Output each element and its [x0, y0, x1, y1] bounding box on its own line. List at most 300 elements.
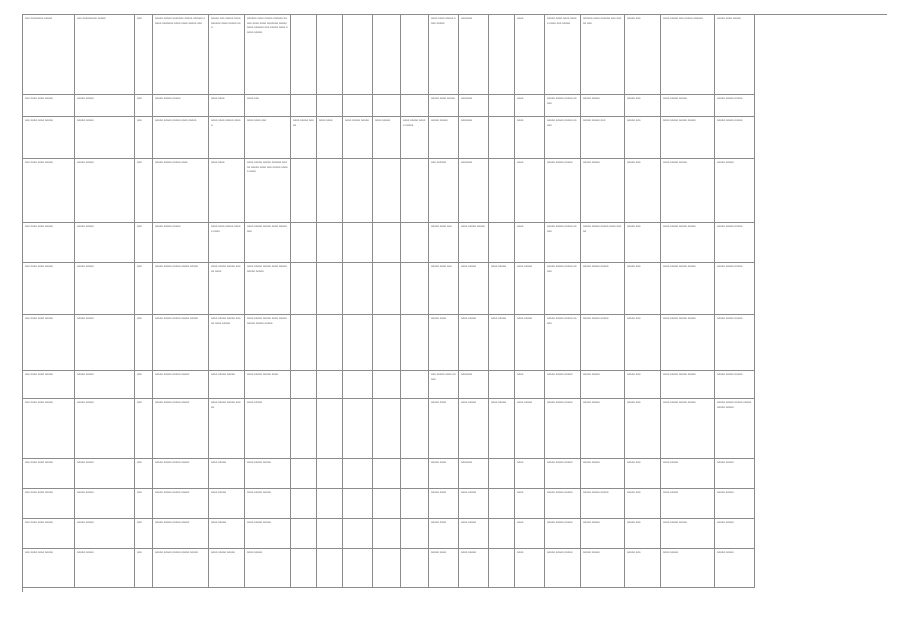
table-cell[interactable] — [23, 519, 75, 549]
table-cell[interactable] — [429, 315, 459, 371]
table-cell[interactable] — [373, 159, 401, 223]
table-cell[interactable] — [429, 489, 459, 519]
table-cell[interactable] — [245, 371, 291, 399]
table-cell[interactable] — [661, 371, 715, 399]
table-cell[interactable] — [75, 117, 135, 159]
cell-text: ooooo oooo ooooo — [431, 97, 455, 100]
cell-text: ooo oooo oooo ooooo — [25, 521, 53, 524]
table-cell[interactable] — [715, 223, 755, 263]
table-cell[interactable] — [75, 263, 135, 315]
table-cell[interactable] — [75, 315, 135, 371]
table-cell[interactable] — [401, 371, 429, 399]
table-cell[interactable] — [153, 223, 209, 263]
cell-text: ooooo ooooo — [77, 491, 94, 494]
table-cell[interactable] — [23, 489, 75, 519]
table-cell[interactable] — [75, 159, 135, 223]
cell-text: oooo ooooo ooooo — [461, 225, 485, 228]
table-cell[interactable] — [135, 489, 153, 519]
cell-text: oooo ooooo ooooo oooo ooooo ooooo ooooo — [247, 265, 287, 273]
table-cell[interactable] — [75, 399, 135, 459]
table-cell[interactable] — [515, 263, 545, 315]
table-cell[interactable] — [135, 263, 153, 315]
table-cell[interactable] — [545, 15, 581, 95]
table-cell[interactable] — [209, 15, 245, 95]
table-cell[interactable] — [23, 549, 75, 588]
table-cell[interactable] — [75, 459, 135, 489]
table-cell[interactable] — [581, 315, 625, 371]
table-cell[interactable] — [343, 117, 373, 159]
table-cell[interactable] — [459, 15, 489, 95]
table-cell[interactable] — [581, 223, 625, 263]
table-cell[interactable] — [429, 223, 459, 263]
table-cell[interactable] — [373, 489, 401, 519]
table-cell[interactable] — [661, 315, 715, 371]
table-cell[interactable] — [545, 399, 581, 459]
cell-text: ooo oooo oooo ooooo — [25, 119, 53, 122]
table-cell[interactable] — [135, 371, 153, 399]
table-cell[interactable] — [317, 315, 343, 371]
cell-text: ooooo ooooo — [583, 521, 600, 524]
table-cell[interactable] — [545, 489, 581, 519]
table-cell[interactable] — [625, 117, 661, 159]
table-cell[interactable] — [661, 117, 715, 159]
table-cell[interactable] — [459, 263, 489, 315]
table-cell[interactable] — [429, 15, 459, 95]
table-cell[interactable] — [153, 489, 209, 519]
table-cell[interactable] — [661, 263, 715, 315]
table-cell[interactable] — [291, 459, 317, 489]
table-cell[interactable] — [373, 263, 401, 315]
table-cell[interactable] — [317, 223, 343, 263]
table-cell[interactable] — [715, 459, 755, 489]
table-cell[interactable] — [661, 489, 715, 519]
table-cell[interactable] — [459, 519, 489, 549]
table-cell[interactable] — [343, 549, 373, 588]
table-cell[interactable] — [135, 95, 153, 117]
table-cell[interactable] — [343, 15, 373, 95]
table-cell[interactable] — [317, 15, 343, 95]
table-cell[interactable] — [661, 459, 715, 489]
table-cell[interactable] — [515, 315, 545, 371]
cell-text: oooo — [517, 551, 524, 554]
table-cell[interactable] — [23, 223, 75, 263]
table-cell[interactable] — [581, 549, 625, 588]
table-cell[interactable] — [429, 263, 459, 315]
table-cell[interactable] — [545, 519, 581, 549]
table-cell[interactable] — [545, 315, 581, 371]
table-cell[interactable] — [343, 459, 373, 489]
table-cell[interactable] — [153, 315, 209, 371]
table-cell[interactable] — [581, 459, 625, 489]
table-cell[interactable] — [135, 159, 153, 223]
table-cell[interactable] — [401, 263, 429, 315]
table-cell[interactable] — [153, 117, 209, 159]
table-cell[interactable] — [401, 15, 429, 95]
table-cell[interactable] — [429, 95, 459, 117]
cell-text: ooooo ooooo ooooo — [547, 461, 573, 464]
table-cell[interactable] — [545, 549, 581, 588]
table-cell[interactable] — [459, 549, 489, 588]
table-cell[interactable] — [153, 519, 209, 549]
table-cell[interactable] — [661, 399, 715, 459]
table-cell[interactable] — [245, 519, 291, 549]
table-cell[interactable] — [373, 223, 401, 263]
table-cell[interactable] — [317, 489, 343, 519]
table-cell[interactable] — [343, 223, 373, 263]
table-cell[interactable] — [401, 315, 429, 371]
table-cell[interactable] — [401, 159, 429, 223]
table-cell[interactable] — [515, 117, 545, 159]
table-cell[interactable] — [343, 371, 373, 399]
table-cell[interactable] — [23, 371, 75, 399]
table-cell[interactable] — [291, 371, 317, 399]
table-cell[interactable] — [581, 263, 625, 315]
table-cell[interactable] — [429, 549, 459, 588]
table-cell[interactable] — [581, 159, 625, 223]
table-cell[interactable] — [245, 399, 291, 459]
cell-text: oooo ooooo ooooo ooooo oooo — [211, 265, 241, 273]
table-cell[interactable] — [245, 263, 291, 315]
table-cell[interactable] — [23, 459, 75, 489]
cell-text: ooooo ooooo ooooo — [717, 373, 743, 376]
table-cell[interactable] — [625, 371, 661, 399]
table-cell[interactable] — [661, 159, 715, 223]
table-cell[interactable] — [23, 159, 75, 223]
cell-text: ooooo oooo — [431, 401, 447, 404]
table-cell[interactable] — [515, 399, 545, 459]
table-cell[interactable] — [625, 549, 661, 588]
table-cell[interactable] — [245, 223, 291, 263]
cell-text: oooo ooooo — [247, 551, 263, 554]
table-cell[interactable] — [75, 371, 135, 399]
table-cell[interactable] — [343, 315, 373, 371]
table-cell[interactable] — [489, 519, 515, 549]
table-cell[interactable] — [625, 519, 661, 549]
cell-text: ooo — [137, 225, 142, 228]
table-cell[interactable] — [625, 15, 661, 95]
table-cell[interactable] — [23, 263, 75, 315]
cell-text: ooooo ooooo ooooo — [717, 119, 743, 122]
table-cell[interactable] — [153, 15, 209, 95]
table-cell[interactable] — [209, 371, 245, 399]
cell-text: oooo ooooo — [461, 491, 477, 494]
table-cell[interactable] — [291, 263, 317, 315]
table-cell[interactable] — [75, 223, 135, 263]
table-cell[interactable] — [373, 519, 401, 549]
table-cell[interactable] — [429, 519, 459, 549]
table-cell[interactable] — [245, 159, 291, 223]
table-cell[interactable] — [343, 95, 373, 117]
table-cell[interactable] — [135, 399, 153, 459]
cell-text: ooo oooo oooo ooooo — [25, 491, 53, 494]
table-cell[interactable] — [245, 549, 291, 588]
cell-text: oooo ooooo — [491, 401, 507, 404]
table-cell[interactable] — [625, 223, 661, 263]
table-cell[interactable] — [581, 489, 625, 519]
table-cell[interactable] — [317, 371, 343, 399]
table-cell[interactable] — [459, 371, 489, 399]
cell-text: oooo ooooo — [517, 265, 533, 268]
table-cell[interactable] — [317, 399, 343, 459]
table-cell[interactable] — [135, 459, 153, 489]
table-cell[interactable] — [401, 117, 429, 159]
table-cell[interactable] — [373, 117, 401, 159]
cell-text: ooooooo — [461, 161, 473, 164]
table-cell[interactable] — [545, 371, 581, 399]
table-cell[interactable] — [581, 15, 625, 95]
table-cell[interactable] — [545, 117, 581, 159]
table-cell[interactable] — [715, 15, 755, 95]
table-cell[interactable] — [515, 95, 545, 117]
cell-text: ooooo ooooo ooooo ooooo — [155, 491, 190, 494]
table-cell[interactable] — [245, 489, 291, 519]
table-cell[interactable] — [489, 489, 515, 519]
table-cell[interactable] — [373, 15, 401, 95]
table-cell[interactable] — [515, 489, 545, 519]
table-cell[interactable] — [317, 459, 343, 489]
table-cell[interactable] — [545, 263, 581, 315]
table-cell[interactable] — [153, 399, 209, 459]
table-cell[interactable] — [209, 459, 245, 489]
table-cell[interactable] — [459, 489, 489, 519]
table-cell[interactable] — [153, 549, 209, 588]
table-cell[interactable] — [515, 159, 545, 223]
table-cell[interactable] — [489, 223, 515, 263]
table-cell[interactable] — [581, 371, 625, 399]
table-cell[interactable] — [661, 95, 715, 117]
table-cell[interactable] — [153, 263, 209, 315]
table-cell[interactable] — [401, 489, 429, 519]
cell-text: ooooo ooooo ooooo — [155, 97, 181, 100]
cell-text: ooooo ooooo ooooo — [547, 161, 573, 164]
table-cell[interactable] — [317, 95, 343, 117]
table-cell[interactable] — [625, 315, 661, 371]
table-cell[interactable] — [245, 95, 291, 117]
table-cell[interactable] — [625, 159, 661, 223]
table-cell[interactable] — [373, 399, 401, 459]
table-cell[interactable] — [209, 223, 245, 263]
cell-text: oooooo oooo oooooo ooo ooooo ooo — [583, 17, 622, 25]
table-cell[interactable] — [401, 549, 429, 588]
table-cell[interactable] — [343, 519, 373, 549]
table-cell[interactable] — [209, 549, 245, 588]
cell-text: ooooo ooo — [627, 265, 641, 268]
table-cell[interactable] — [23, 15, 75, 95]
table-cell[interactable] — [291, 95, 317, 117]
table-cell[interactable] — [545, 95, 581, 117]
table-cell[interactable] — [153, 459, 209, 489]
table-cell[interactable] — [489, 15, 515, 95]
table-cell[interactable] — [317, 117, 343, 159]
table-cell[interactable] — [291, 223, 317, 263]
cell-text: ooooo oooo — [431, 491, 447, 494]
table-cell[interactable] — [401, 95, 429, 117]
table-cell[interactable] — [245, 315, 291, 371]
table-cell[interactable] — [343, 159, 373, 223]
table-cell[interactable] — [401, 223, 429, 263]
table-cell[interactable] — [581, 95, 625, 117]
table-cell[interactable] — [715, 315, 755, 371]
table-cell[interactable] — [135, 15, 153, 95]
table-cell[interactable] — [401, 399, 429, 459]
table-cell[interactable] — [429, 459, 459, 489]
table-cell[interactable] — [209, 117, 245, 159]
cell-text: ooooo ooooo — [717, 161, 734, 164]
table-cell[interactable] — [489, 371, 515, 399]
table-cell[interactable] — [489, 159, 515, 223]
table-cell[interactable] — [715, 117, 755, 159]
table-cell[interactable] — [515, 371, 545, 399]
table-cell[interactable] — [429, 159, 459, 223]
table-cell[interactable] — [373, 315, 401, 371]
table-cell[interactable] — [245, 459, 291, 489]
table-cell[interactable] — [459, 459, 489, 489]
table-cell[interactable] — [209, 519, 245, 549]
table-cell[interactable] — [489, 95, 515, 117]
table-cell[interactable] — [291, 399, 317, 459]
table-cell[interactable] — [459, 159, 489, 223]
table-cell[interactable] — [317, 519, 343, 549]
table-cell[interactable] — [317, 549, 343, 588]
table-cell[interactable] — [661, 15, 715, 95]
table-cell[interactable] — [625, 459, 661, 489]
table-cell[interactable] — [135, 315, 153, 371]
cell-text: ooooo ooooo — [77, 461, 94, 464]
table-cell[interactable] — [209, 263, 245, 315]
table-cell[interactable] — [291, 489, 317, 519]
table-cell[interactable] — [291, 159, 317, 223]
table-cell[interactable] — [515, 223, 545, 263]
table-cell[interactable] — [317, 159, 343, 223]
table-cell[interactable] — [515, 549, 545, 588]
table-cell[interactable] — [459, 95, 489, 117]
table-cell[interactable] — [489, 315, 515, 371]
cell-text: ooooo ooooo ooooooo ooooo oooooo ooooo ooooooo oooo oooo ooooo ooo — [155, 17, 206, 25]
table-cell[interactable] — [291, 519, 317, 549]
table-cell[interactable] — [317, 263, 343, 315]
table-cell[interactable] — [625, 95, 661, 117]
table-cell[interactable] — [209, 399, 245, 459]
table-cell[interactable] — [209, 315, 245, 371]
table-cell[interactable] — [489, 399, 515, 459]
cell-text: oooo — [517, 521, 524, 524]
table-cell[interactable] — [459, 315, 489, 371]
table-cell[interactable] — [661, 223, 715, 263]
table-cell[interactable] — [343, 489, 373, 519]
table-cell[interactable] — [401, 519, 429, 549]
cell-text: oooo ooooo — [211, 521, 227, 524]
table-cell[interactable] — [715, 549, 755, 588]
table-cell[interactable] — [715, 489, 755, 519]
table-cell[interactable] — [715, 519, 755, 549]
table-cell[interactable] — [23, 95, 75, 117]
table-cell[interactable] — [429, 117, 459, 159]
table-cell[interactable] — [545, 223, 581, 263]
table-cell[interactable] — [515, 15, 545, 95]
table-cell[interactable] — [715, 159, 755, 223]
table-cell[interactable] — [135, 549, 153, 588]
table-cell[interactable] — [489, 459, 515, 489]
table-cell[interactable] — [625, 263, 661, 315]
table-cell[interactable] — [291, 549, 317, 588]
cell-text: ooooo ooooo ooooo — [583, 317, 609, 320]
table-cell[interactable] — [459, 223, 489, 263]
table-cell[interactable] — [715, 263, 755, 315]
table-cell[interactable] — [291, 315, 317, 371]
table-cell[interactable] — [343, 263, 373, 315]
table-cell[interactable] — [153, 159, 209, 223]
table-cell[interactable] — [291, 15, 317, 95]
table-cell[interactable] — [581, 117, 625, 159]
cell-text: ooooo ooooo — [77, 119, 94, 122]
table-cell[interactable] — [209, 489, 245, 519]
cell-text: oooo ooooo ooooo ooooo — [663, 225, 696, 228]
table-cell[interactable] — [373, 459, 401, 489]
table-cell[interactable] — [489, 549, 515, 588]
table-cell[interactable] — [23, 117, 75, 159]
table-cell[interactable] — [489, 117, 515, 159]
table-cell[interactable] — [373, 95, 401, 117]
table-cell[interactable] — [245, 117, 291, 159]
table-cell[interactable] — [373, 549, 401, 588]
table-cell[interactable] — [715, 399, 755, 459]
cell-text: ooooo ooooo — [77, 401, 94, 404]
cell-text: ooooo ooooo ooooo ooooo — [155, 461, 190, 464]
table-cell[interactable] — [135, 519, 153, 549]
table-cell[interactable] — [23, 315, 75, 371]
table-cell[interactable] — [581, 519, 625, 549]
cell-text: ooooo ooo — [627, 401, 641, 404]
table-cell[interactable] — [75, 15, 135, 95]
cell-text: ooo — [137, 161, 142, 164]
table-cell[interactable] — [459, 399, 489, 459]
table-cell[interactable] — [245, 15, 291, 95]
table-cell[interactable] — [581, 399, 625, 459]
table-cell[interactable] — [545, 159, 581, 223]
table-cell[interactable] — [23, 399, 75, 459]
table-cell[interactable] — [515, 459, 545, 489]
table-cell[interactable] — [429, 371, 459, 399]
table-cell[interactable] — [715, 371, 755, 399]
table-cell[interactable] — [661, 549, 715, 588]
table-cell[interactable] — [545, 459, 581, 489]
table-cell[interactable] — [75, 489, 135, 519]
table-cell[interactable] — [715, 95, 755, 117]
table-cell[interactable] — [291, 117, 317, 159]
table-cell[interactable] — [625, 489, 661, 519]
table-cell[interactable] — [75, 95, 135, 117]
table-cell[interactable] — [75, 519, 135, 549]
table-cell[interactable] — [489, 263, 515, 315]
table-cell[interactable] — [625, 399, 661, 459]
table-cell[interactable] — [153, 371, 209, 399]
table-cell[interactable] — [209, 159, 245, 223]
table-cell[interactable] — [75, 549, 135, 588]
table-cell[interactable] — [209, 95, 245, 117]
table-cell[interactable] — [343, 399, 373, 459]
table-cell[interactable] — [661, 519, 715, 549]
table-cell[interactable] — [401, 459, 429, 489]
cell-text: oooo oooo ooooo oooo ooooo — [431, 17, 456, 25]
table-cell[interactable] — [373, 371, 401, 399]
table-cell[interactable] — [135, 223, 153, 263]
cell-text: oooo ooooo — [461, 265, 477, 268]
table-cell[interactable] — [153, 95, 209, 117]
table-cell[interactable] — [429, 399, 459, 459]
table-cell[interactable] — [459, 117, 489, 159]
table-cell[interactable] — [135, 117, 153, 159]
table-cell[interactable] — [515, 519, 545, 549]
